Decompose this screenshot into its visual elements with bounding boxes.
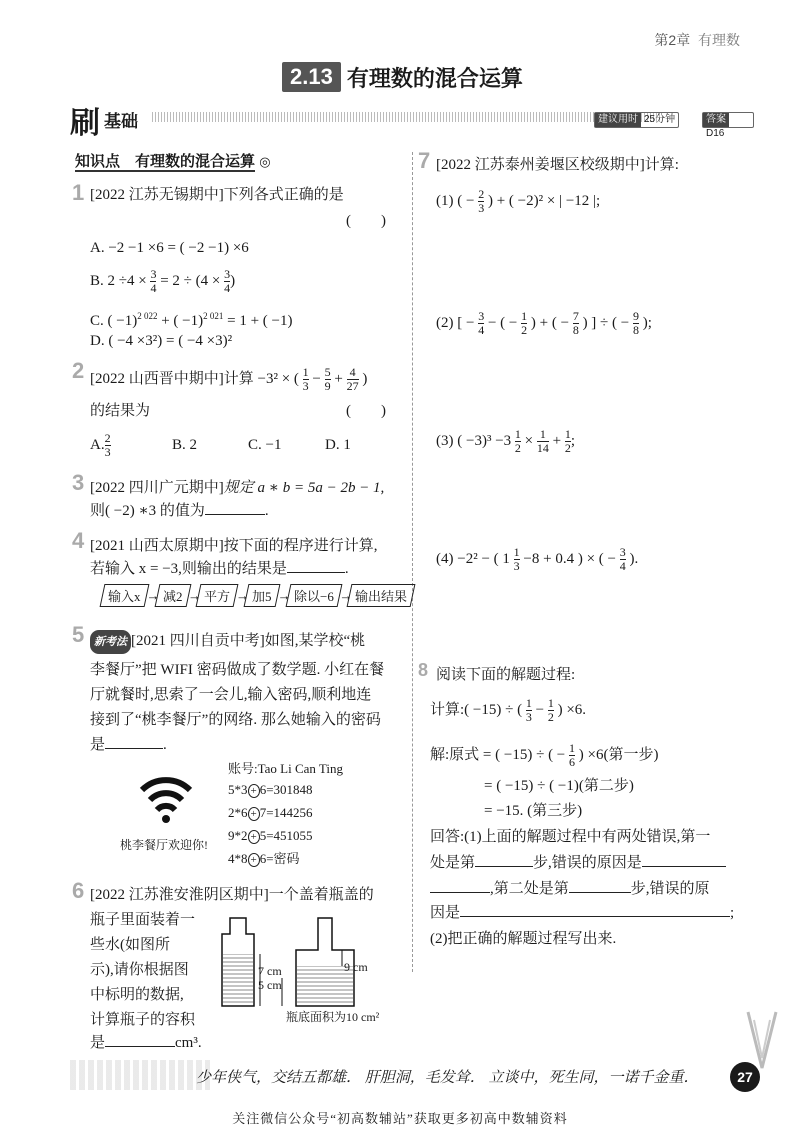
exercise-band: 刷 基础 建议用时 25分钟 答案D16 [70, 104, 754, 130]
question-6: 6 [72, 878, 85, 903]
wifi-caption: 桃李餐厅欢迎你! [120, 838, 208, 852]
question-2: 2 [72, 358, 85, 383]
clip-icon [740, 1010, 786, 1072]
knowledge-point: 知识点 有理数的混合运算 ◎ [75, 153, 271, 170]
program-flowchart: 输入x → 减2 → 平方 → 加5 → 除以−6 → 输出结果 [102, 584, 413, 607]
section-heading: 有理数的混合运算 [346, 65, 523, 91]
question-5: 5 [72, 622, 85, 647]
chapter-header: 第2章 有理数 [654, 32, 740, 48]
section-title [282, 60, 523, 94]
time-tag: 建议用时 25分钟 [594, 112, 679, 128]
section-number: 2.13 [282, 62, 341, 92]
answer-blank[interactable] [569, 892, 631, 893]
answer-blank[interactable] [287, 572, 345, 573]
target-icon: ◎ [259, 154, 271, 169]
answer-tag: 答案D16 [702, 112, 754, 128]
answer-blank[interactable] [105, 1046, 175, 1047]
answer-blank[interactable] [475, 866, 533, 867]
answer-blank[interactable] [205, 514, 265, 515]
motto: 少年侠气，交结五都雄． 肝胆洞，毛发耸． 立谈中，死生同，一诺千金重． [196, 1070, 699, 1086]
decor-pattern [70, 1060, 210, 1090]
page-number: 27 [730, 1062, 760, 1092]
question-3: 3 [72, 470, 85, 495]
answer-blank[interactable] [430, 892, 490, 893]
answer-blank[interactable] [105, 748, 163, 749]
question-4: 4 [72, 528, 85, 553]
answer-blank[interactable] [642, 866, 726, 867]
wifi-icon [136, 770, 196, 824]
question-8: 8 [418, 660, 429, 680]
column-divider [412, 152, 413, 972]
question-7: 7 [418, 148, 431, 173]
wifi-password-puzzle: 账号:Tao Li Can Ting 5*3 + 6=301848 2*6 + 7=144256 9*2 + 5=451055 4*8 + 6=密码 [228, 761, 344, 866]
question-1: 1 [72, 180, 85, 205]
answer-blank[interactable] [460, 916, 730, 917]
bottom-note: 关注微信公众号“初高数辅站”获取更多初高中数辅资料 [232, 1111, 568, 1126]
